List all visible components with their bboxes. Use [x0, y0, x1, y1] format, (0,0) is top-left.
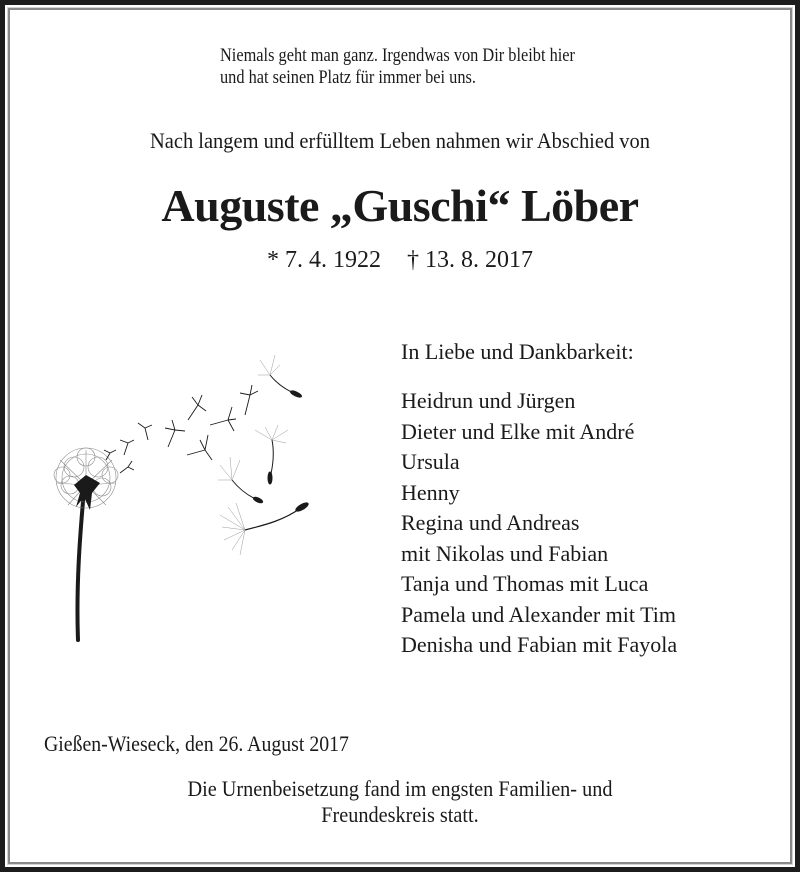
thanks-heading: In Liebe und Dankbarkeit: [401, 339, 634, 364]
mourner-entry: Regina und Andreas [401, 510, 580, 535]
burial-note-line-2: Freundeskreis statt. [321, 802, 479, 827]
mourner-entry: Dieter und Elke mit André [401, 418, 635, 444]
dandelion-icon [40, 335, 340, 650]
mourner-entry: Pamela und Alexander mit Tim [401, 601, 676, 627]
burial-note-line-1: Die Urnenbeisetzung fand im engsten Familien- und [187, 776, 613, 801]
mourner-entry: mit Nikolas und Fabian [401, 540, 609, 566]
mourner-entry: Henny [401, 479, 460, 505]
birth-date: * 7. 4. 1922 [267, 247, 381, 273]
mourners-list [401, 386, 677, 661]
intro-text: Nach langem und erfülltem Leben nahmen wir Abschied von [150, 128, 650, 153]
life-dates [0, 248, 800, 272]
burial-note [32, 776, 768, 828]
memorial-quote [220, 45, 575, 89]
mourner-entry: Denisha und Fabian mit Fayola [401, 632, 678, 657]
place-and-date: Gießen-Wieseck, den 26. August 2017 [44, 731, 349, 756]
mourner-entry: Ursula [401, 449, 460, 474]
mourner-entry: Heidrun und Jürgen [401, 388, 576, 413]
quote-line-1: Niemals geht man ganz. Irgendwas von Dir bleibt hier [220, 45, 576, 66]
deceased-name: Auguste „Guschi“ Löber [161, 180, 639, 231]
mourner-entry: Tanja und Thomas mit Luca [401, 571, 649, 596]
death-date: † 13. 8. 2017 [407, 247, 533, 273]
quote-line-2: und hat seinen Platz für immer bei uns. [220, 67, 476, 88]
